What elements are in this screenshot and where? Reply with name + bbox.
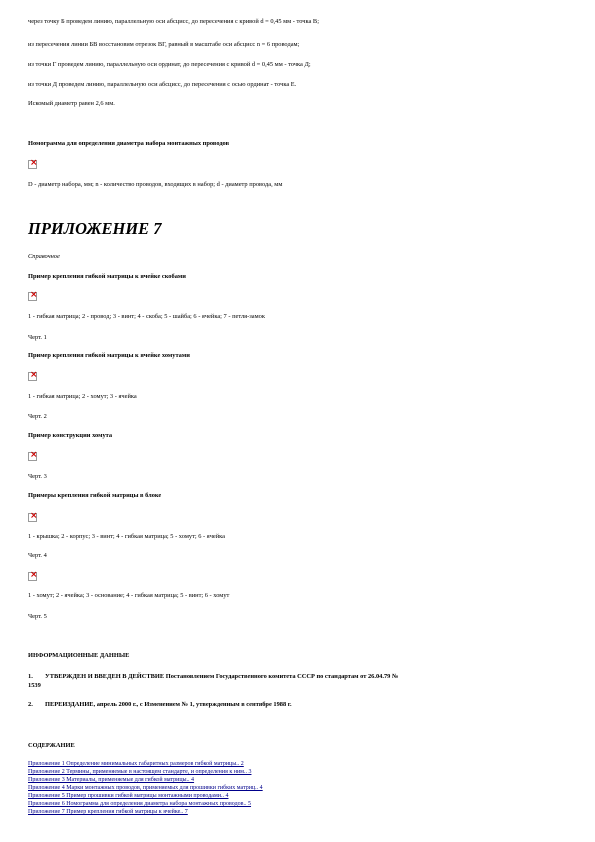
figure-1-label: Черт. 1 bbox=[28, 334, 47, 341]
info-item-1-line-2: 1539 bbox=[28, 682, 41, 689]
figure-4-title: Примеры крепления гибкой матрицы в блоке bbox=[28, 492, 162, 499]
info-item-2 bbox=[28, 701, 292, 709]
figure-4-caption: 1 - крышка; 2 - корпус; 3 - винт; 4 - гибкая матрица; 5 - хомут; 6 - ячейка bbox=[28, 533, 226, 540]
figure-5-caption: 1 - хомут; 2 - ячейка; 3 - основание; 4 - гибкая матрица; 5 - винт; 6 - хомут bbox=[28, 592, 230, 599]
contents-title: СОДЕРЖАНИЕ bbox=[28, 742, 75, 749]
info-item-2-bold: ПЕРЕИЗДАНИЕ, bbox=[45, 701, 96, 708]
figure-2-caption: 1 - гибкая матрица; 2 - хомут; 3 - ячейка bbox=[28, 393, 137, 400]
contents-link-7[interactable]: Приложение 7 Пример крепления гибкой матрицы к ячейке.. 7 bbox=[28, 809, 188, 815]
broken-image-icon bbox=[28, 452, 37, 461]
info-item-1-bold: УТВЕРЖДЕН И ВВЕДЕН В ДЕЙСТВИЕ bbox=[45, 673, 165, 680]
broken-image-icon bbox=[28, 160, 37, 169]
contents-link-3[interactable]: Приложение 3 Материалы, применяемые для гибкой матрицы.. 4 bbox=[28, 777, 195, 783]
figure-4-label: Черт. 4 bbox=[28, 552, 47, 559]
figure-3-title: Пример конструкции хомута bbox=[28, 432, 113, 439]
contents-link-1[interactable]: Приложение 1 Определение минимальных габаритных размеров гибкой матрицы.. 2 bbox=[28, 761, 244, 767]
nomogram-result: Искомый диаметр равен 2,6 мм. bbox=[28, 100, 115, 107]
info-item-2-number: 2. bbox=[28, 701, 33, 708]
contents-link-6[interactable]: Приложение 6 Номограмма для определения диаметра набора монтажных проводов.. 5 bbox=[28, 801, 252, 807]
figure-1-caption: 1 - гибкая матрица; 2 - провод; 3 - винт; 4 - скоба; 5 - шайба; 6 - ячейка; 7 - петля-замок bbox=[28, 313, 265, 320]
figure-5-label: Черт. 5 bbox=[28, 613, 47, 620]
nomogram-step-1: через точку Б проведем линию, параллельную оси абсцисс, до пересечения с кривой d = 0,45 мм - точка В; bbox=[28, 18, 319, 25]
nomogram-step-4: из точки Д проведем линию, параллельную оси абсцисс, до пересечения с осью ординат - точка Е. bbox=[28, 81, 297, 88]
info-item-2-text: апрель 2000 г., с Изменением № 1, утвержденным в сентябре 1988 г. bbox=[96, 701, 292, 708]
broken-image-icon bbox=[28, 292, 37, 301]
contents-link-2[interactable]: Приложение 2 Термины, применяемые в настоящем стандарте, и определения к ним.. 3 bbox=[28, 769, 252, 775]
info-title: ИНФОРМАЦИОННЫЕ ДАННЫЕ bbox=[28, 652, 130, 659]
appendix-status: Справочное bbox=[28, 253, 60, 260]
info-item-1 bbox=[28, 673, 398, 681]
nomogram-caption: D - диаметр набора, мм; n - количество проводов, входящих в набор; d - диаметр провода, мм bbox=[28, 181, 283, 188]
figure-1-title: Пример крепления гибкой матрицы к ячейке скобами bbox=[28, 273, 186, 280]
figure-2-title: Пример крепления гибкой матрицы к ячейке хомутами bbox=[28, 352, 190, 359]
figure-2-label: Черт. 2 bbox=[28, 413, 47, 420]
contents-link-4[interactable]: Приложение 4 Марки монтажных проводов, применяемых для прошивки гибких матриц.. 4 bbox=[28, 785, 263, 791]
broken-image-icon bbox=[28, 572, 37, 581]
broken-image-icon bbox=[28, 513, 37, 522]
nomogram-step-2: из пересечения линии БВ восстановим отрезок ВГ, равный в масштабе оси абсцисс n = 6 проводам; bbox=[28, 41, 300, 48]
broken-image-icon bbox=[28, 372, 37, 381]
contents-link-5[interactable]: Приложение 5 Пример прошивки гибкой матрицы монтажными проводами.. 4 bbox=[28, 793, 229, 799]
appendix-title: ПРИЛОЖЕНИЕ 7 bbox=[28, 219, 162, 238]
figure-3-label: Черт. 3 bbox=[28, 473, 47, 480]
nomogram-step-3: из точки Г проведем линию, параллельную оси ординат, до пересечения с кривой d = 0,45 мм - точка Д; bbox=[28, 61, 311, 68]
info-item-1-number: 1. bbox=[28, 673, 33, 680]
info-item-1-text: Постановлением Государственного комитета СССР по стандартам от 26.04.79 № bbox=[165, 673, 399, 680]
nomogram-title: Номограмма для определения диаметра набора монтажных проводов bbox=[28, 140, 230, 147]
